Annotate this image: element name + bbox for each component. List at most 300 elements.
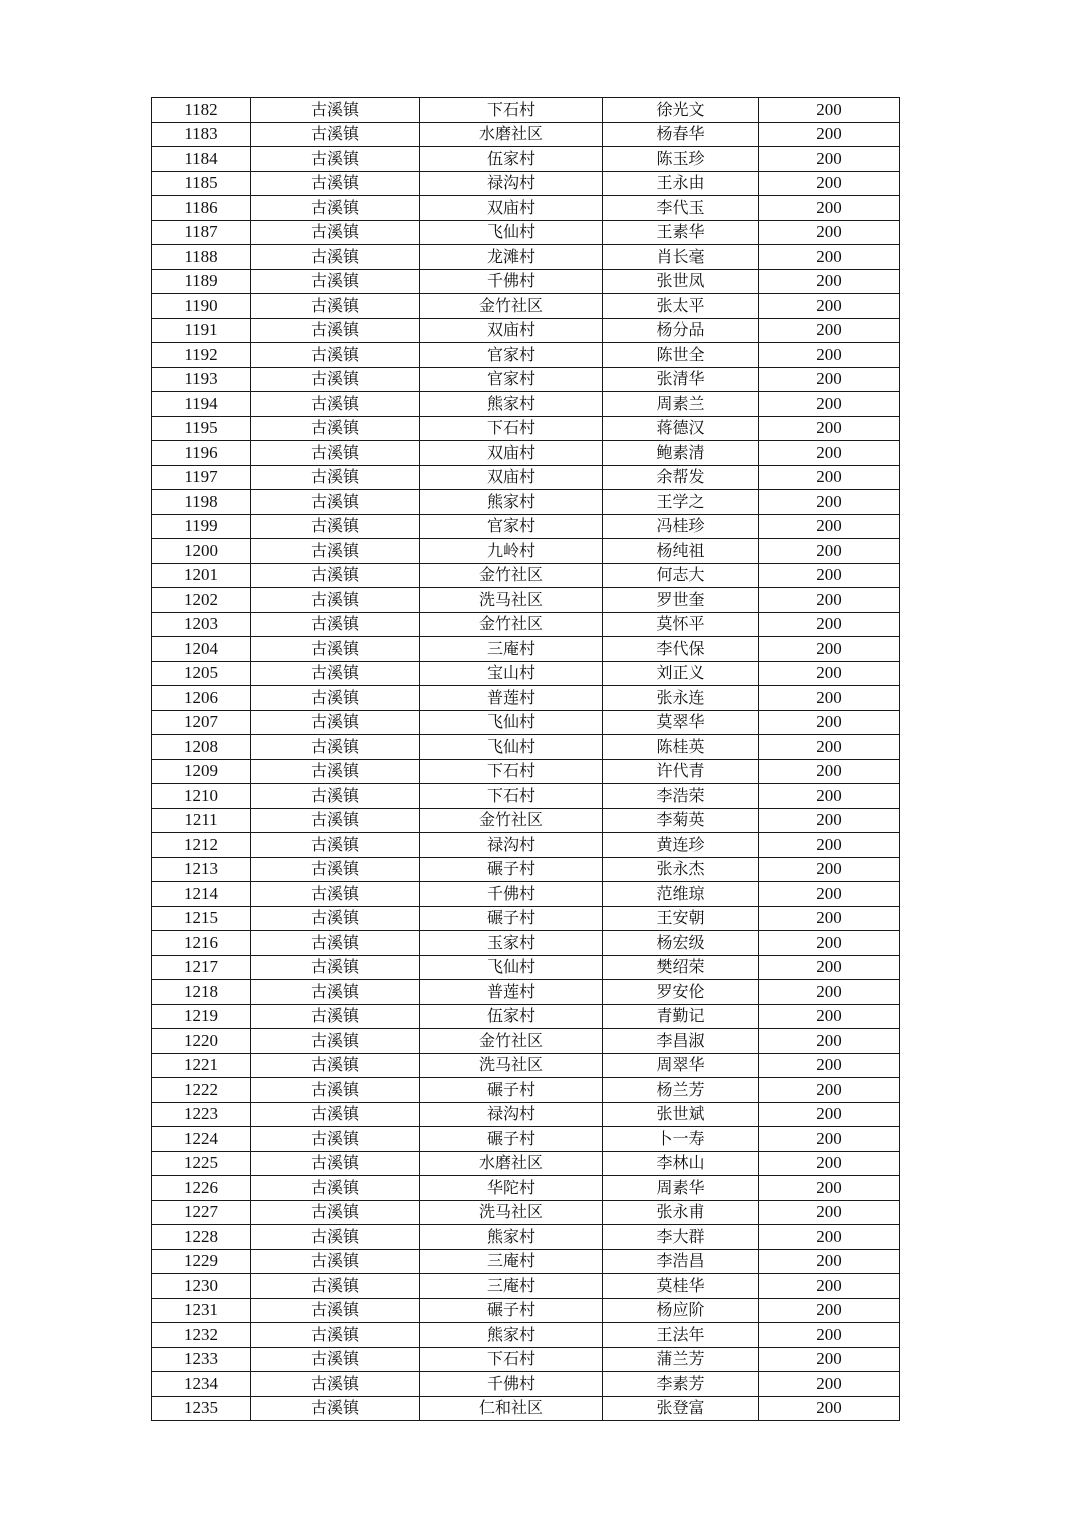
village-cell: 水磨社区	[420, 1151, 603, 1176]
village-cell: 金竹社区	[420, 1029, 603, 1054]
table-row	[152, 563, 900, 588]
row-number-cell: 1226	[152, 1176, 251, 1201]
name-cell: 莫桂华	[603, 1274, 759, 1299]
name-cell: 张世斌	[603, 1102, 759, 1127]
table-row	[152, 637, 900, 662]
name-cell: 王永由	[603, 171, 759, 196]
row-number-cell: 1234	[152, 1372, 251, 1397]
table-row	[152, 220, 900, 245]
village-cell: 千佛村	[420, 269, 603, 294]
village-cell: 禄沟村	[420, 171, 603, 196]
name-cell: 何志大	[603, 563, 759, 588]
village-cell: 熊家村	[420, 392, 603, 417]
row-number-cell: 1233	[152, 1347, 251, 1372]
row-number-cell: 1219	[152, 1004, 251, 1029]
row-number-cell: 1194	[152, 392, 251, 417]
town-cell: 古溪镇	[251, 882, 420, 907]
name-cell: 张永连	[603, 686, 759, 711]
table-row	[152, 171, 900, 196]
name-cell: 杨应阶	[603, 1298, 759, 1323]
village-cell: 三庵村	[420, 1274, 603, 1299]
table-row	[152, 1298, 900, 1323]
table-row	[152, 808, 900, 833]
table-row	[152, 980, 900, 1005]
name-cell: 罗世奎	[603, 588, 759, 613]
amount-cell: 200	[759, 147, 900, 172]
table-row	[152, 1151, 900, 1176]
name-cell: 范维琼	[603, 882, 759, 907]
town-cell: 古溪镇	[251, 294, 420, 319]
town-cell: 古溪镇	[251, 1347, 420, 1372]
village-cell: 华陀村	[420, 1176, 603, 1201]
town-cell: 古溪镇	[251, 1372, 420, 1397]
table-row	[152, 441, 900, 466]
row-number-cell: 1193	[152, 367, 251, 392]
town-cell: 古溪镇	[251, 661, 420, 686]
village-cell: 碾子村	[420, 906, 603, 931]
row-number-cell: 1227	[152, 1200, 251, 1225]
row-number-cell: 1195	[152, 416, 251, 441]
row-number-cell: 1225	[152, 1151, 251, 1176]
amount-cell: 200	[759, 343, 900, 368]
village-cell: 碾子村	[420, 1298, 603, 1323]
amount-cell: 200	[759, 539, 900, 564]
table-row	[152, 465, 900, 490]
name-cell: 王学之	[603, 490, 759, 515]
amount-cell: 200	[759, 1372, 900, 1397]
amount-cell: 200	[759, 98, 900, 123]
town-cell: 古溪镇	[251, 1176, 420, 1201]
village-cell: 禄沟村	[420, 833, 603, 858]
row-number-cell: 1215	[152, 906, 251, 931]
row-number-cell: 1229	[152, 1249, 251, 1274]
row-number-cell: 1224	[152, 1127, 251, 1152]
village-cell: 龙滩村	[420, 245, 603, 270]
village-cell: 熊家村	[420, 1225, 603, 1250]
row-number-cell: 1182	[152, 98, 251, 123]
table-row	[152, 710, 900, 735]
town-cell: 古溪镇	[251, 1127, 420, 1152]
row-number-cell: 1228	[152, 1225, 251, 1250]
village-cell: 金竹社区	[420, 612, 603, 637]
table-row	[152, 612, 900, 637]
village-cell: 千佛村	[420, 882, 603, 907]
table-row	[152, 245, 900, 270]
town-cell: 古溪镇	[251, 1053, 420, 1078]
amount-cell: 200	[759, 710, 900, 735]
amount-cell: 200	[759, 1298, 900, 1323]
row-number-cell: 1187	[152, 220, 251, 245]
table-row	[152, 1176, 900, 1201]
table-row	[152, 1127, 900, 1152]
amount-cell: 200	[759, 906, 900, 931]
village-cell: 普莲村	[420, 686, 603, 711]
name-cell: 李代保	[603, 637, 759, 662]
village-cell: 飞仙村	[420, 955, 603, 980]
town-cell: 古溪镇	[251, 612, 420, 637]
table-row	[152, 514, 900, 539]
row-number-cell: 1197	[152, 465, 251, 490]
table-row	[152, 490, 900, 515]
name-cell: 李昌淑	[603, 1029, 759, 1054]
table-row	[152, 1249, 900, 1274]
amount-cell: 200	[759, 735, 900, 760]
village-cell: 金竹社区	[420, 563, 603, 588]
table-row	[152, 1200, 900, 1225]
amount-cell: 200	[759, 955, 900, 980]
name-cell: 冯桂珍	[603, 514, 759, 539]
amount-cell: 200	[759, 465, 900, 490]
name-cell: 陈玉珍	[603, 147, 759, 172]
row-number-cell: 1183	[152, 122, 251, 147]
table-row	[152, 931, 900, 956]
table-row	[152, 906, 900, 931]
town-cell: 古溪镇	[251, 1151, 420, 1176]
name-cell: 李浩荣	[603, 784, 759, 809]
town-cell: 古溪镇	[251, 220, 420, 245]
amount-cell: 200	[759, 514, 900, 539]
amount-cell: 200	[759, 931, 900, 956]
amount-cell: 200	[759, 318, 900, 343]
name-cell: 杨分品	[603, 318, 759, 343]
town-cell: 古溪镇	[251, 269, 420, 294]
amount-cell: 200	[759, 245, 900, 270]
town-cell: 古溪镇	[251, 196, 420, 221]
table-row	[152, 1004, 900, 1029]
village-cell: 三庵村	[420, 637, 603, 662]
amount-cell: 200	[759, 392, 900, 417]
village-cell: 洗马社区	[420, 1053, 603, 1078]
name-cell: 张永甫	[603, 1200, 759, 1225]
row-number-cell: 1201	[152, 563, 251, 588]
town-cell: 古溪镇	[251, 392, 420, 417]
amount-cell: 200	[759, 1029, 900, 1054]
name-cell: 樊绍荣	[603, 955, 759, 980]
row-number-cell: 1185	[152, 171, 251, 196]
name-cell: 卜一寿	[603, 1127, 759, 1152]
town-cell: 古溪镇	[251, 1298, 420, 1323]
town-cell: 古溪镇	[251, 147, 420, 172]
name-cell: 杨春华	[603, 122, 759, 147]
table-row	[152, 147, 900, 172]
village-cell: 水磨社区	[420, 122, 603, 147]
amount-cell: 200	[759, 1347, 900, 1372]
name-cell: 王安朝	[603, 906, 759, 931]
village-cell: 碾子村	[420, 1127, 603, 1152]
name-cell: 青勤记	[603, 1004, 759, 1029]
table-row	[152, 196, 900, 221]
village-cell: 飞仙村	[420, 220, 603, 245]
amount-cell: 200	[759, 269, 900, 294]
name-cell: 李浩昌	[603, 1249, 759, 1274]
town-cell: 古溪镇	[251, 808, 420, 833]
table-row	[152, 1274, 900, 1299]
row-number-cell: 1220	[152, 1029, 251, 1054]
town-cell: 古溪镇	[251, 122, 420, 147]
table-row	[152, 294, 900, 319]
town-cell: 古溪镇	[251, 245, 420, 270]
table-row	[152, 392, 900, 417]
village-cell: 下石村	[420, 1347, 603, 1372]
amount-cell: 200	[759, 367, 900, 392]
name-cell: 蒋德汉	[603, 416, 759, 441]
village-cell: 双庙村	[420, 441, 603, 466]
name-cell: 王法年	[603, 1323, 759, 1348]
row-number-cell: 1235	[152, 1396, 251, 1421]
village-cell: 飞仙村	[420, 735, 603, 760]
town-cell: 古溪镇	[251, 931, 420, 956]
town-cell: 古溪镇	[251, 784, 420, 809]
town-cell: 古溪镇	[251, 318, 420, 343]
village-cell: 禄沟村	[420, 1102, 603, 1127]
row-number-cell: 1223	[152, 1102, 251, 1127]
town-cell: 古溪镇	[251, 1102, 420, 1127]
row-number-cell: 1184	[152, 147, 251, 172]
name-cell: 李林山	[603, 1151, 759, 1176]
town-cell: 古溪镇	[251, 735, 420, 760]
row-number-cell: 1216	[152, 931, 251, 956]
row-number-cell: 1200	[152, 539, 251, 564]
row-number-cell: 1207	[152, 710, 251, 735]
village-cell: 官家村	[420, 514, 603, 539]
amount-cell: 200	[759, 686, 900, 711]
village-cell: 洗马社区	[420, 588, 603, 613]
village-cell: 双庙村	[420, 465, 603, 490]
row-number-cell: 1186	[152, 196, 251, 221]
table-row	[152, 1053, 900, 1078]
row-number-cell: 1231	[152, 1298, 251, 1323]
row-number-cell: 1218	[152, 980, 251, 1005]
town-cell: 古溪镇	[251, 465, 420, 490]
amount-cell: 200	[759, 196, 900, 221]
name-cell: 周翠华	[603, 1053, 759, 1078]
name-cell: 张清华	[603, 367, 759, 392]
row-number-cell: 1211	[152, 808, 251, 833]
town-cell: 古溪镇	[251, 441, 420, 466]
table-row	[152, 882, 900, 907]
row-number-cell: 1230	[152, 1274, 251, 1299]
town-cell: 古溪镇	[251, 857, 420, 882]
town-cell: 古溪镇	[251, 710, 420, 735]
town-cell: 古溪镇	[251, 980, 420, 1005]
table-row	[152, 416, 900, 441]
table-row	[152, 1372, 900, 1397]
amount-cell: 200	[759, 833, 900, 858]
name-cell: 李菊英	[603, 808, 759, 833]
town-cell: 古溪镇	[251, 1200, 420, 1225]
name-cell: 许代青	[603, 759, 759, 784]
row-number-cell: 1205	[152, 661, 251, 686]
table-row	[152, 784, 900, 809]
village-cell: 飞仙村	[420, 710, 603, 735]
table-row	[152, 735, 900, 760]
row-number-cell: 1208	[152, 735, 251, 760]
row-number-cell: 1209	[152, 759, 251, 784]
town-cell: 古溪镇	[251, 367, 420, 392]
amount-cell: 200	[759, 661, 900, 686]
town-cell: 古溪镇	[251, 171, 420, 196]
table-row	[152, 367, 900, 392]
name-cell: 刘正义	[603, 661, 759, 686]
table-row	[152, 759, 900, 784]
amount-cell: 200	[759, 1078, 900, 1103]
amount-cell: 200	[759, 220, 900, 245]
village-cell: 下石村	[420, 784, 603, 809]
amount-cell: 200	[759, 1200, 900, 1225]
name-cell: 张永杰	[603, 857, 759, 882]
table-row	[152, 318, 900, 343]
row-number-cell: 1210	[152, 784, 251, 809]
amount-cell: 200	[759, 808, 900, 833]
town-cell: 古溪镇	[251, 539, 420, 564]
amount-cell: 200	[759, 1176, 900, 1201]
table-row	[152, 686, 900, 711]
row-number-cell: 1232	[152, 1323, 251, 1348]
row-number-cell: 1222	[152, 1078, 251, 1103]
row-number-cell: 1198	[152, 490, 251, 515]
amount-cell: 200	[759, 1249, 900, 1274]
name-cell: 李代玉	[603, 196, 759, 221]
amount-cell: 200	[759, 759, 900, 784]
table-row	[152, 98, 900, 123]
town-cell: 古溪镇	[251, 490, 420, 515]
name-cell: 余帮发	[603, 465, 759, 490]
name-cell: 徐光文	[603, 98, 759, 123]
table-row	[152, 857, 900, 882]
town-cell: 古溪镇	[251, 759, 420, 784]
town-cell: 古溪镇	[251, 1249, 420, 1274]
amount-cell: 200	[759, 1127, 900, 1152]
amount-cell: 200	[759, 612, 900, 637]
amount-cell: 200	[759, 1396, 900, 1421]
table-row	[152, 343, 900, 368]
row-number-cell: 1221	[152, 1053, 251, 1078]
village-cell: 九岭村	[420, 539, 603, 564]
village-cell: 碾子村	[420, 857, 603, 882]
row-number-cell: 1203	[152, 612, 251, 637]
table-row	[152, 122, 900, 147]
town-cell: 古溪镇	[251, 514, 420, 539]
town-cell: 古溪镇	[251, 955, 420, 980]
village-cell: 金竹社区	[420, 808, 603, 833]
table-body	[152, 98, 900, 1421]
amount-cell: 200	[759, 1274, 900, 1299]
town-cell: 古溪镇	[251, 98, 420, 123]
town-cell: 古溪镇	[251, 588, 420, 613]
town-cell: 古溪镇	[251, 1004, 420, 1029]
village-cell: 普莲村	[420, 980, 603, 1005]
village-cell: 千佛村	[420, 1372, 603, 1397]
name-cell: 杨纯祖	[603, 539, 759, 564]
town-cell: 古溪镇	[251, 1274, 420, 1299]
table-row	[152, 1396, 900, 1421]
town-cell: 古溪镇	[251, 1396, 420, 1421]
row-number-cell: 1190	[152, 294, 251, 319]
name-cell: 杨兰芳	[603, 1078, 759, 1103]
town-cell: 古溪镇	[251, 833, 420, 858]
name-cell: 鲍素清	[603, 441, 759, 466]
village-cell: 伍家村	[420, 1004, 603, 1029]
row-number-cell: 1199	[152, 514, 251, 539]
amount-cell: 200	[759, 563, 900, 588]
village-cell: 仁和社区	[420, 1396, 603, 1421]
table-row	[152, 1078, 900, 1103]
row-number-cell: 1214	[152, 882, 251, 907]
village-cell: 金竹社区	[420, 294, 603, 319]
data-table	[151, 97, 900, 1421]
town-cell: 古溪镇	[251, 906, 420, 931]
village-cell: 玉家村	[420, 931, 603, 956]
table-row	[152, 588, 900, 613]
table-row	[152, 833, 900, 858]
village-cell: 官家村	[420, 367, 603, 392]
name-cell: 李素芳	[603, 1372, 759, 1397]
table-row	[152, 661, 900, 686]
amount-cell: 200	[759, 294, 900, 319]
row-number-cell: 1212	[152, 833, 251, 858]
town-cell: 古溪镇	[251, 343, 420, 368]
table-row	[152, 539, 900, 564]
town-cell: 古溪镇	[251, 1029, 420, 1054]
row-number-cell: 1192	[152, 343, 251, 368]
amount-cell: 200	[759, 1053, 900, 1078]
amount-cell: 200	[759, 416, 900, 441]
amount-cell: 200	[759, 1102, 900, 1127]
table-row	[152, 1347, 900, 1372]
row-number-cell: 1202	[152, 588, 251, 613]
town-cell: 古溪镇	[251, 686, 420, 711]
amount-cell: 200	[759, 490, 900, 515]
name-cell: 周素兰	[603, 392, 759, 417]
table-row	[152, 269, 900, 294]
table-row	[152, 1225, 900, 1250]
name-cell: 罗安伦	[603, 980, 759, 1005]
village-cell: 熊家村	[420, 490, 603, 515]
amount-cell: 200	[759, 1225, 900, 1250]
village-cell: 下石村	[420, 759, 603, 784]
name-cell: 肖长毫	[603, 245, 759, 270]
name-cell: 张登富	[603, 1396, 759, 1421]
row-number-cell: 1191	[152, 318, 251, 343]
table-row	[152, 955, 900, 980]
name-cell: 周素华	[603, 1176, 759, 1201]
amount-cell: 200	[759, 441, 900, 466]
row-number-cell: 1206	[152, 686, 251, 711]
village-cell: 碾子村	[420, 1078, 603, 1103]
name-cell: 陈世全	[603, 343, 759, 368]
village-cell: 洗马社区	[420, 1200, 603, 1225]
amount-cell: 200	[759, 171, 900, 196]
table-row	[152, 1323, 900, 1348]
name-cell: 陈桂英	[603, 735, 759, 760]
amount-cell: 200	[759, 784, 900, 809]
amount-cell: 200	[759, 1004, 900, 1029]
village-cell: 熊家村	[420, 1323, 603, 1348]
row-number-cell: 1204	[152, 637, 251, 662]
name-cell: 张太平	[603, 294, 759, 319]
town-cell: 古溪镇	[251, 1323, 420, 1348]
name-cell: 黄连珍	[603, 833, 759, 858]
village-cell: 下石村	[420, 98, 603, 123]
village-cell: 下石村	[420, 416, 603, 441]
amount-cell: 200	[759, 1323, 900, 1348]
table-row	[152, 1102, 900, 1127]
amount-cell: 200	[759, 857, 900, 882]
name-cell: 张世凤	[603, 269, 759, 294]
village-cell: 三庵村	[420, 1249, 603, 1274]
village-cell: 双庙村	[420, 318, 603, 343]
row-number-cell: 1188	[152, 245, 251, 270]
